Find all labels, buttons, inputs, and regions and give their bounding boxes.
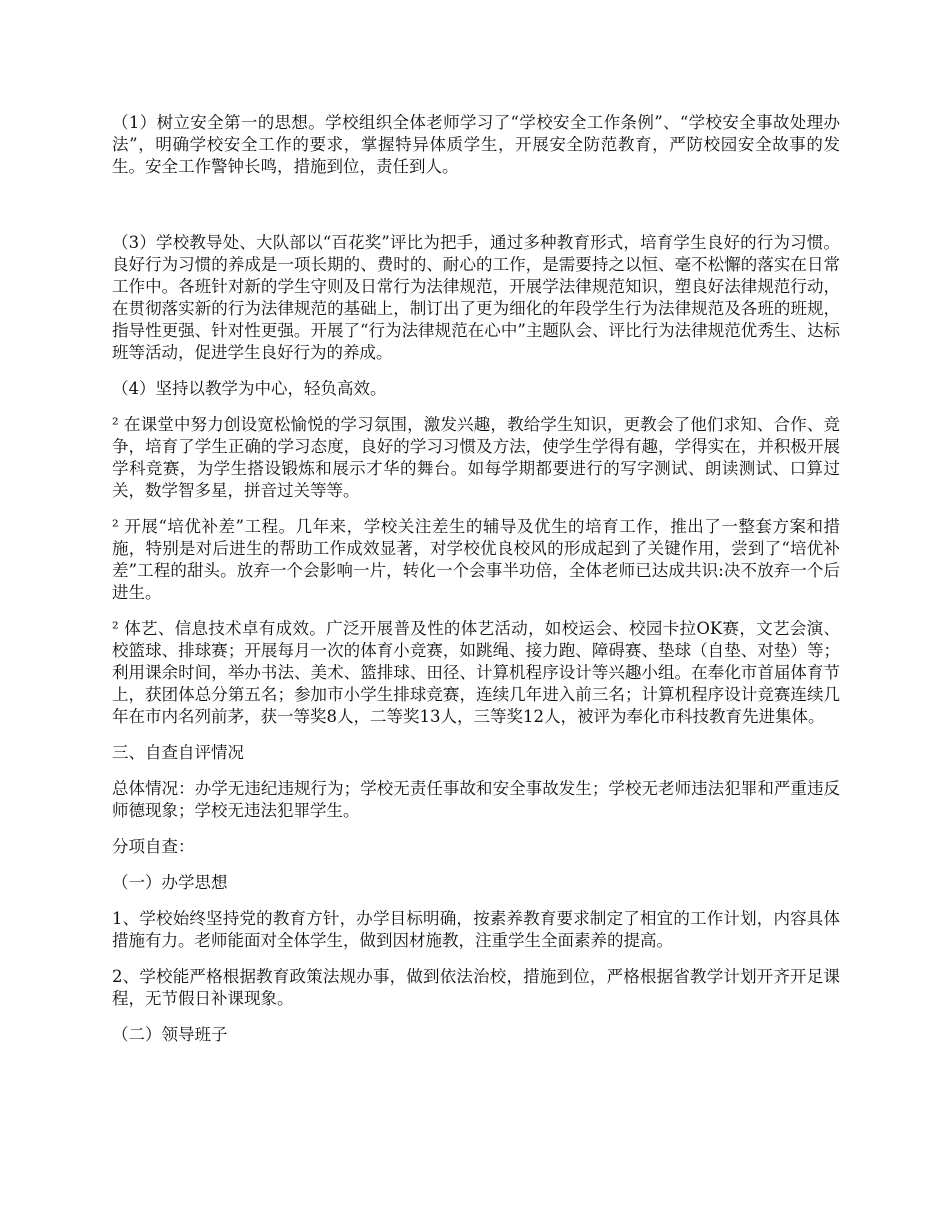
paragraph-philosophy-2: 2、学校能严格根据教育政策法规办事，做到依法治校，措施到位，严格根据省教学计划开齐开足课程，无节假日补课现象。 (112, 967, 840, 1008)
section-heading-self-check: 三、自查自评情况 (112, 743, 244, 762)
paragraph-safety-first: （1）树立安全第一的思想。学校组织全体老师学习了“学校安全工作条例”、“学校安全事故处理办法”，明确学校安全工作的要求，掌握特异体质学生，开展安全防范教育，严防校园安全故事的发生。安全工作警钟长鸣，措施到位，责任到人。 (112, 113, 840, 176)
paragraph-classroom: ² 在课堂中努力创设宽松愉悦的学习氛围，激发兴趣，教给学生知识，更教会了他们求知、合作、竞争，培育了学生正确的学习态度，良好的学习习惯及方法，使学生学得有趣，学得实在，并积极开展学科竞赛，为学生搭设锻炼和展示才华的舞台。如每学期都要进行的写字测试、朗读测试、口算过关，数学智多星，拼音过关等等。 (112, 415, 840, 500)
subheading-philosophy: （一）办学思想 (112, 873, 228, 892)
document-body (112, 112, 840, 1046)
paragraph-itemized-check: 分项自查： (112, 837, 195, 856)
paragraph-teaching-center: （4）坚持以教学为中心，轻负高效。 (112, 379, 387, 398)
paragraph-tutoring: ² 开展“培优补差”工程。几年来，学校关注差生的辅导及优生的培育工作，推出了一整套方案和措施，特别是对后进生的帮助工作成效显著，对学校优良校风的形成起到了关键作用，尝到了“培优补差”工程的甜头。放弃一个会影响一片，转化一个会事半功倍，全体老师已达成共识:决不放弃一个后进生。 (112, 517, 840, 602)
paragraph-arts-it: ² 体艺、信息技术卓有成效。广泛开展普及性的体艺活动，如校运会、校园卡拉OK赛，文艺会演、校篮球、排球赛；开展每月一次的体育小竞赛，如跳绳、接力跑、障碍赛、垫球（自垫、对垫）等；利用课余时间，举办书法、美术、篮排球、田径、计算机程序设计等兴趣小组。在奉化市首届体育节上，获团体总分第五名；参加市小学生排球竞赛，连续几年进入前三名；计算机程序设计竞赛连续几年在市内名列前茅，获一等奖8人，二等奖13人，三等奖12人，被评为奉化市科技教育先进集体。 (112, 619, 840, 726)
paragraph-habits: （3）学校教导处、大队部以“百花奖”评比为把手，通过多种教育形式，培育学生良好的行为习惯。良好行为习惯的养成是一项长期的、费时的、耐心的工作，是需要持之以恒、毫不松懈的落实在日常工作中。各班针对新的学生守则及日常行为法律规范，开展学法律规范知识，塑良好法律规范行动，在贯彻落实新的行为法律规范的基础上，制订出了更为细化的年段学生行为法律规范及各班的班规，指导性更强、针对性更强。开展了“行为法律规范在心中”主题队会、评比行为法律规范优秀生、达标班等活动，促进学生良好行为的养成。 (112, 233, 840, 362)
paragraph-overall: 总体情况：办学无违纪违规行为；学校无责任事故和安全事故发生；学校无老师违法犯罪和严重违反师德现象；学校无违法犯罪学生。 (112, 779, 840, 820)
paragraph-philosophy-1: 1、学校始终坚持党的教育方针，办学目标明确，按素养教育要求制定了相宜的工作计划，内容具体措施有力。老师能面对全体学生，做到因材施教，注重学生全面素养的提高。 (112, 909, 840, 950)
subheading-leadership: （二）领导班子 (112, 1025, 228, 1044)
